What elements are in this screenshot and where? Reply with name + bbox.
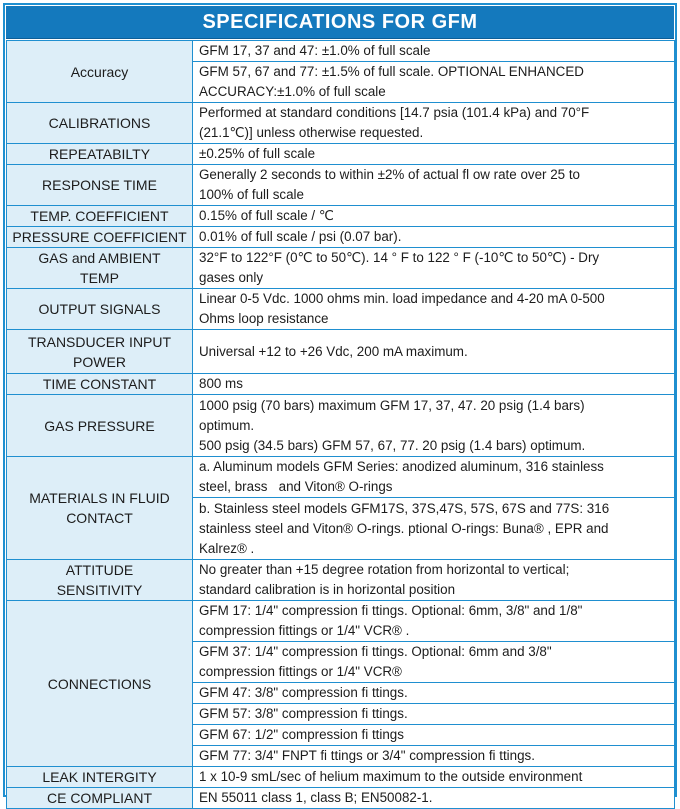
spec-title: SPECIFICATIONS FOR GFM — [6, 6, 674, 39]
table-row — [7, 395, 675, 457]
row-label-materials: MATERIALS IN FLUID CONTACT — [7, 457, 193, 560]
table-row — [7, 374, 675, 395]
row-value-connections-2: GFM 37: 1/4" compression fi ttings. Optional: 6mm and 3/8" compression fittings or 1/4" VCR® — [193, 642, 675, 683]
table-row — [7, 206, 675, 227]
row-label-output-signals: OUTPUT SIGNALS — [7, 289, 193, 330]
row-value-accuracy-2: GFM 57, 67 and 77: ±1.5% of full scale. OPTIONAL ENHANCED ACCURACY:±1.0% of full scale — [193, 62, 675, 103]
row-value-accuracy-1: GFM 17, 37 and 47: ±1.0% of full scale — [193, 41, 675, 62]
table-row — [7, 103, 675, 144]
row-label-repeatability: REPEATABILTY — [7, 144, 193, 165]
row-label-response-time: RESPONSE TIME — [7, 165, 193, 206]
table-row — [7, 248, 675, 289]
row-value-connections-4: GFM 57: 3/8" compression fi ttings. — [193, 704, 675, 725]
row-label-ce-compliant: CE COMPLIANT — [7, 788, 193, 809]
row-label-gas-ambient-temp: GAS and AMBIENT TEMP — [7, 248, 193, 289]
row-label-connections: CONNECTIONS — [7, 601, 193, 767]
table-row — [7, 165, 675, 206]
row-value-output-signals: Linear 0-5 Vdc. 1000 ohms min. load impedance and 4-20 mA 0-500 Ohms loop resistance — [193, 289, 675, 330]
table-row — [7, 788, 675, 809]
row-value-leak-integrity: 1 x 10-9 smL/sec of helium maximum to the outside environment — [193, 767, 675, 788]
row-value-connections-3: GFM 47: 3/8" compression fi ttings. — [193, 683, 675, 704]
table-row — [7, 457, 675, 498]
row-value-materials-b: b. Stainless steel models GFM17S, 37S,47S, 57S, 67S and 77S: 316 stainless steel and Viton® O-rings. ptional O-rings: Buna® , EPR and Kalrez® . — [193, 498, 675, 560]
row-value-connections-6: GFM 77: 3/4" FNPT fi ttings or 3/4" compression fi ttings. — [193, 746, 675, 767]
row-value-pressure-coefficient: 0.01% of full scale / psi (0.07 bar). — [193, 227, 675, 248]
row-label-transducer-input-power: TRANSDUCER INPUT POWER — [7, 330, 193, 374]
table-row — [7, 560, 675, 601]
row-label-leak-integrity: LEAK INTERGITY — [7, 767, 193, 788]
table-row — [7, 227, 675, 248]
row-label-accuracy: Accuracy — [7, 41, 193, 103]
row-value-time-constant: 800 ms — [193, 374, 675, 395]
table-row — [7, 41, 675, 62]
table-row — [7, 144, 675, 165]
row-value-materials-a: a. Aluminum models GFM Series: anodized aluminum, 316 stainless steel, brass and Viton® O-rings — [193, 457, 675, 498]
table-row — [7, 289, 675, 330]
table-row — [7, 767, 675, 788]
table-row — [7, 330, 675, 374]
row-value-repeatability: ±0.25% of full scale — [193, 144, 675, 165]
row-label-time-constant: TIME CONSTANT — [7, 374, 193, 395]
row-value-response-time: Generally 2 seconds to within ±2% of actual fl ow rate over 25 to 100% of full scale — [193, 165, 675, 206]
row-label-attitude-sensitivity: ATTITUDE SENSITIVITY — [7, 560, 193, 601]
spec-table — [6, 40, 675, 809]
row-value-gas-ambient-temp: 32°F to 122°F (0℃ to 50℃). 14 ° F to 122 ° F (-10℃ to 50℃) - Dry gases only — [193, 248, 675, 289]
row-value-temp-coefficient: 0.15% of full scale / ℃ — [193, 206, 675, 227]
row-label-gas-pressure: GAS PRESSURE — [7, 395, 193, 457]
row-value-connections-1: GFM 17: 1/4" compression fi ttings. Optional: 6mm, 3/8" and 1/8" compression fittings or 1/4" VCR® . — [193, 601, 675, 642]
row-value-connections-5: GFM 67: 1/2" compression fi ttings — [193, 725, 675, 746]
row-value-transducer-input-power: Universal +12 to +26 Vdc, 200 mA maximum. — [193, 330, 675, 374]
row-value-attitude-sensitivity: No greater than +15 degree rotation from horizontal to vertical; standard calibration is in horizontal position — [193, 560, 675, 601]
spec-sheet — [3, 3, 677, 806]
row-value-gas-pressure: 1000 psig (70 bars) maximum GFM 17, 37, 47. 20 psig (1.4 bars) optimum. 500 psig (34.5 bars) GFM 57, 67, 77. 20 psig (1.4 bars) optimum. — [193, 395, 675, 457]
table-row — [7, 601, 675, 642]
row-value-calibrations: Performed at standard conditions [14.7 psia (101.4 kPa) and 70°F (21.1℃)] unless otherwise requested. — [193, 103, 675, 144]
row-label-pressure-coefficient: PRESSURE COEFFICIENT — [7, 227, 193, 248]
row-label-calibrations: CALIBRATIONS — [7, 103, 193, 144]
row-label-temp-coefficient: TEMP. COEFFICIENT — [7, 206, 193, 227]
row-value-ce-compliant: EN 55011 class 1, class B; EN50082-1. — [193, 788, 675, 809]
